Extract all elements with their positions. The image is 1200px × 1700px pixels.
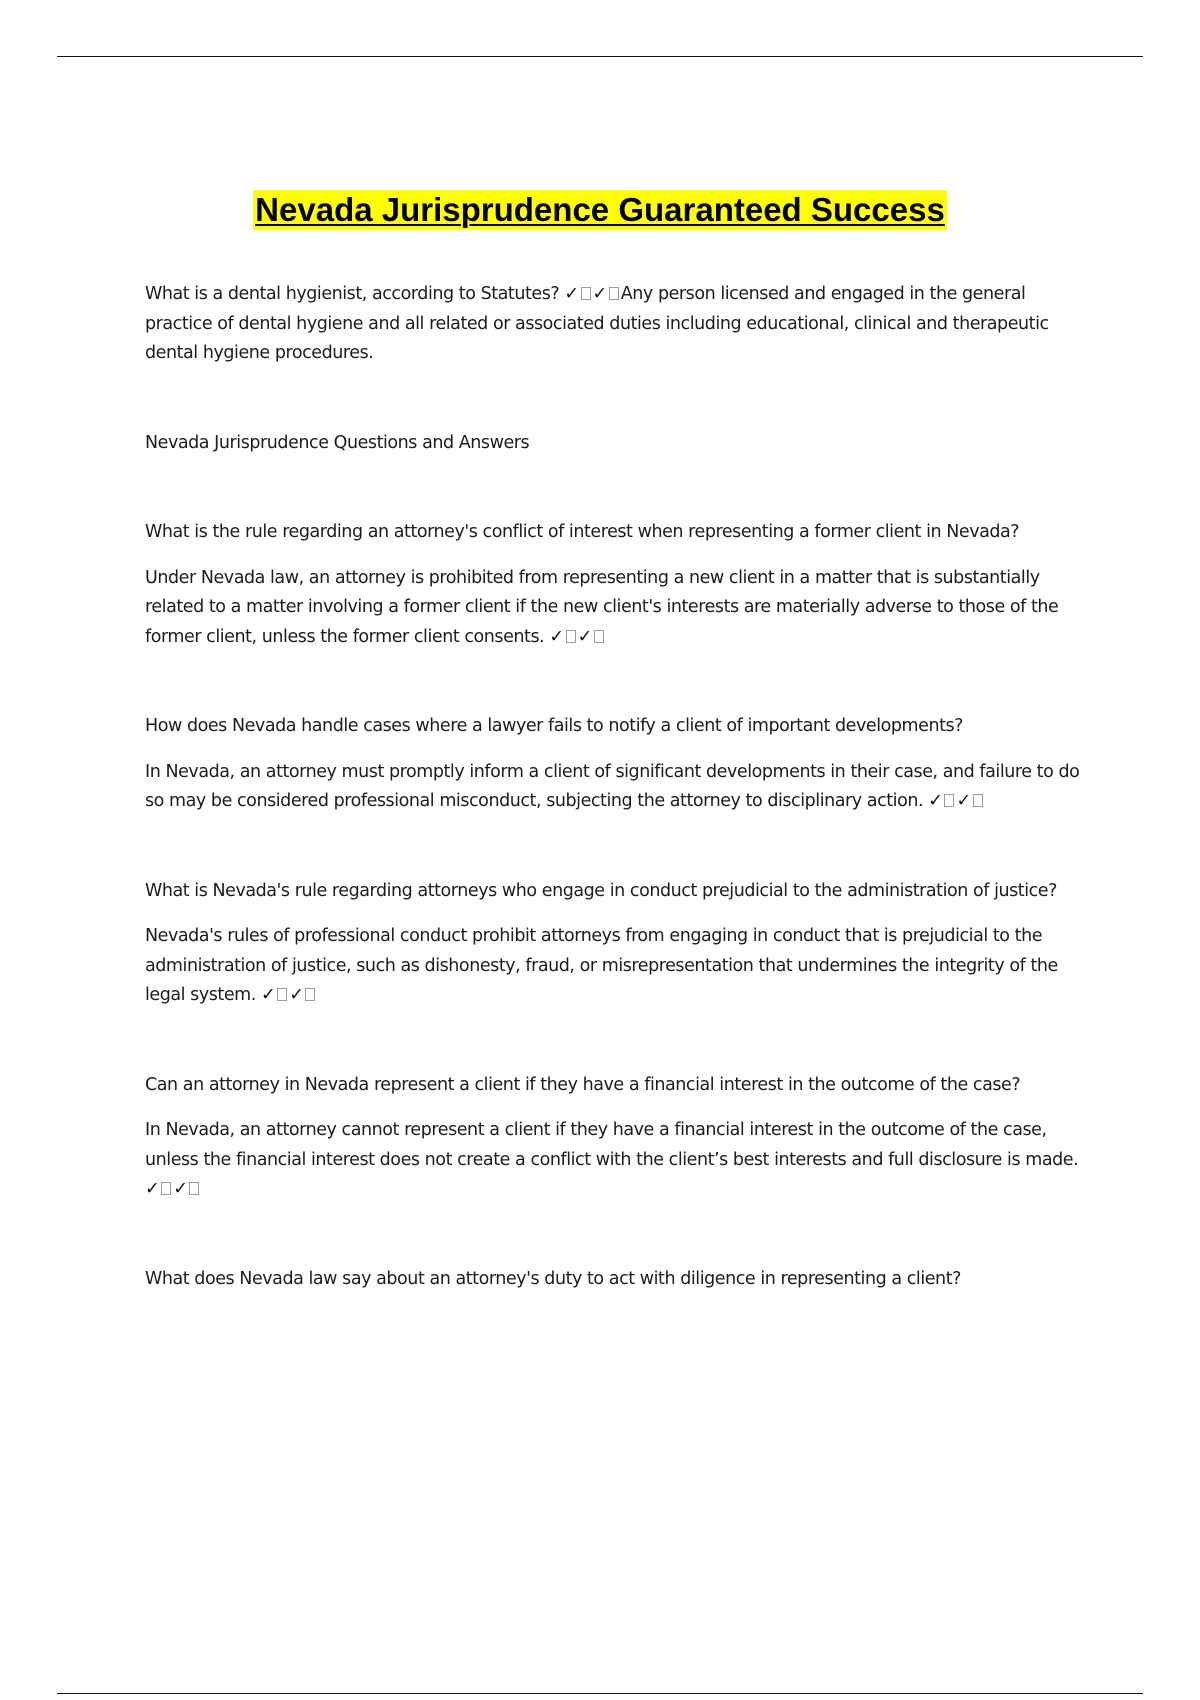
intro-paragraph bbox=[145, 280, 1095, 369]
check-icon: ✓ bbox=[577, 626, 592, 647]
qa-question: How does Nevada handle cases where a lawyer fails to notify a client of important developments? bbox=[145, 716, 964, 736]
section-heading: Nevada Jurisprudence Questions and Answers bbox=[145, 432, 530, 453]
missing-glyph-box-icon bbox=[189, 1182, 199, 1195]
qa-answer: Under Nevada law, an attorney is prohibited from representing a new client in a matter that is substantially related to a matter involving a former client if the new client's interests are materially adverse to those of the former client, unless the former client consents. bbox=[145, 567, 1059, 647]
missing-glyph-box-icon bbox=[566, 630, 576, 643]
missing-glyph-box-icon bbox=[609, 287, 619, 300]
check-icon: ✓ bbox=[289, 985, 304, 1005]
qa-answer-paragraph bbox=[145, 1116, 1095, 1205]
check-icon: ✓ bbox=[928, 791, 943, 811]
intro-answer: Any person licensed and engaged in the general practice of dental hygiene and all related or associated duties including educational, clinical and therapeutic dental hygiene procedures. bbox=[145, 284, 1049, 363]
check-marks bbox=[564, 284, 620, 304]
check-marks bbox=[261, 985, 317, 1005]
qa-item bbox=[145, 1265, 1095, 1295]
check-icon: ✓ bbox=[549, 626, 564, 647]
qa-item bbox=[145, 518, 1095, 652]
title-container bbox=[0, 190, 1200, 230]
missing-glyph-box-icon bbox=[594, 630, 604, 643]
qa-item bbox=[145, 877, 1095, 1011]
check-icon: ✓ bbox=[956, 791, 971, 811]
qa-answer-paragraph bbox=[145, 564, 1095, 653]
qa-answer: In Nevada, an attorney cannot represent a client if they have a financial interest in the outcome of the case, unless the financial interest does not create a conflict with the client’s best interests and full disclosure is made. bbox=[145, 1120, 1079, 1170]
qa-question: Can an attorney in Nevada represent a client if they have a financial interest in the outcome of the case? bbox=[145, 1074, 1021, 1095]
qa-question: What is the rule regarding an attorney's conflict of interest when representing a former client in Nevada? bbox=[145, 522, 1020, 542]
page-bottom-rule bbox=[57, 1693, 1143, 1694]
document-title: Nevada Jurisprudence Guaranteed Success bbox=[255, 191, 945, 228]
missing-glyph-box-icon bbox=[973, 794, 983, 807]
qa-answer-paragraph bbox=[145, 922, 1095, 1011]
document-body bbox=[145, 280, 1095, 1354]
check-icon: ✓ bbox=[145, 1179, 160, 1199]
missing-glyph-box-icon bbox=[161, 1182, 171, 1195]
check-icon: ✓ bbox=[173, 1179, 188, 1199]
qa-question: What is Nevada's rule regarding attorneys who engage in conduct prejudicial to the administration of justice? bbox=[145, 880, 1057, 901]
missing-glyph-box-icon bbox=[305, 988, 315, 1001]
missing-glyph-box-icon bbox=[944, 794, 954, 807]
page-top-rule bbox=[57, 56, 1143, 57]
missing-glyph-box-icon bbox=[277, 988, 287, 1001]
qa-item bbox=[145, 1071, 1095, 1205]
check-marks bbox=[145, 1179, 201, 1199]
intro-question: What is a dental hygienist, according to Statutes? bbox=[145, 284, 560, 304]
check-icon: ✓ bbox=[261, 985, 276, 1005]
qa-answer: In Nevada, an attorney must promptly inform a client of significant developments in their case, and failure to do so may be considered professional misconduct, subjecting the attorney to disciplinary action. bbox=[145, 761, 1080, 811]
check-marks bbox=[549, 627, 605, 647]
qa-item bbox=[145, 712, 1095, 817]
check-icon: ✓ bbox=[564, 284, 579, 304]
qa-answer-paragraph bbox=[145, 758, 1095, 817]
qa-answer: Nevada's rules of professional conduct prohibit attorneys from engaging in conduct that is prejudicial to the administration of justice, such as dishonesty, fraud, or misrepresentation that undermines the integrity of the legal system. bbox=[145, 926, 1058, 1005]
check-marks bbox=[928, 791, 984, 811]
check-icon: ✓ bbox=[592, 284, 607, 304]
qa-question: What does Nevada law say about an attorney's duty to act with diligence in representing a client? bbox=[145, 1268, 961, 1289]
missing-glyph-box-icon bbox=[581, 287, 591, 300]
